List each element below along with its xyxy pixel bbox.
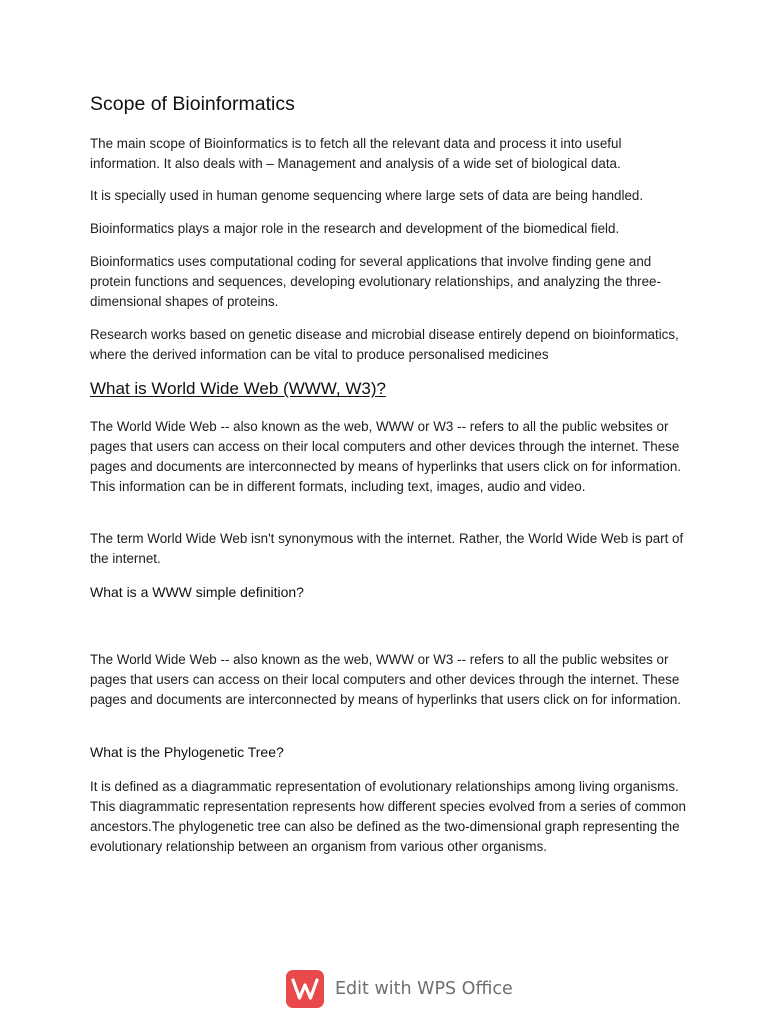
heading-www-simple-definition: What is a WWW simple definition? <box>90 584 304 600</box>
paragraph-scope-1: The main scope of Bioinformatics is to fetch all the relevant data and process it into useful information. It also deals with – Management and analysis of a wide set of biological data. <box>90 136 622 171</box>
wps-logo-icon <box>286 970 324 1008</box>
paragraph-scope-5: Research works based on genetic disease and microbial disease entirely depend on bioinformatics, where the derived information can be vital to produce personalised medicines <box>90 327 679 362</box>
paragraph-scope-3: Bioinformatics plays a major role in the research and development of the biomedical field. <box>90 221 620 236</box>
paragraph-scope-4: Bioinformatics uses computational coding for several applications that involve finding gene and protein functions and sequences, developing evolutionary relationships, and analyzing the three-dimensional shapes of proteins. <box>90 254 661 309</box>
heading-world-wide-web: What is World Wide Web (WWW, W3)? <box>90 379 386 398</box>
paragraph-www-2: The term World Wide Web isn't synonymous with the internet. Rather, the World Wide Web is part of the internet. <box>90 531 684 566</box>
paragraph-www-definition: The World Wide Web -- also known as the web, WWW or W3 -- refers to all the public websites or pages that users can access on their local computers and other devices through the internet. These pages and documents are interconnected by means of hyperlinks that users click on for information. <box>90 652 681 707</box>
wps-office-badge[interactable] <box>286 968 513 1010</box>
heading-scope-of-bioinformatics: Scope of Bioinformatics <box>90 93 295 115</box>
paragraph-phylogenetic-tree: It is defined as a diagrammatic representation of evolutionary relationships among living organisms. This diagrammatic representation represents how different species evolved from a series of common ancestors.The phylogenetic tree can also be defined as the two-dimensional graph representing the evolutionary relationship between an organism from various other organisms. <box>90 779 686 854</box>
paragraph-www-1: The World Wide Web -- also known as the web, WWW or W3 -- refers to all the public websites or pages that users can access on their local computers and other devices through the internet. These pages and documents are interconnected by means of hyperlinks that users click on for information. This information can be in different formats, including text, images, audio and video. <box>90 419 681 494</box>
paragraph-scope-2: It is specially used in human genome sequencing where large sets of data are being handled. <box>90 188 644 203</box>
edit-with-wps-label[interactable]: Edit with WPS Office <box>335 979 513 999</box>
heading-phylogenetic-tree: What is the Phylogenetic Tree? <box>90 744 284 760</box>
